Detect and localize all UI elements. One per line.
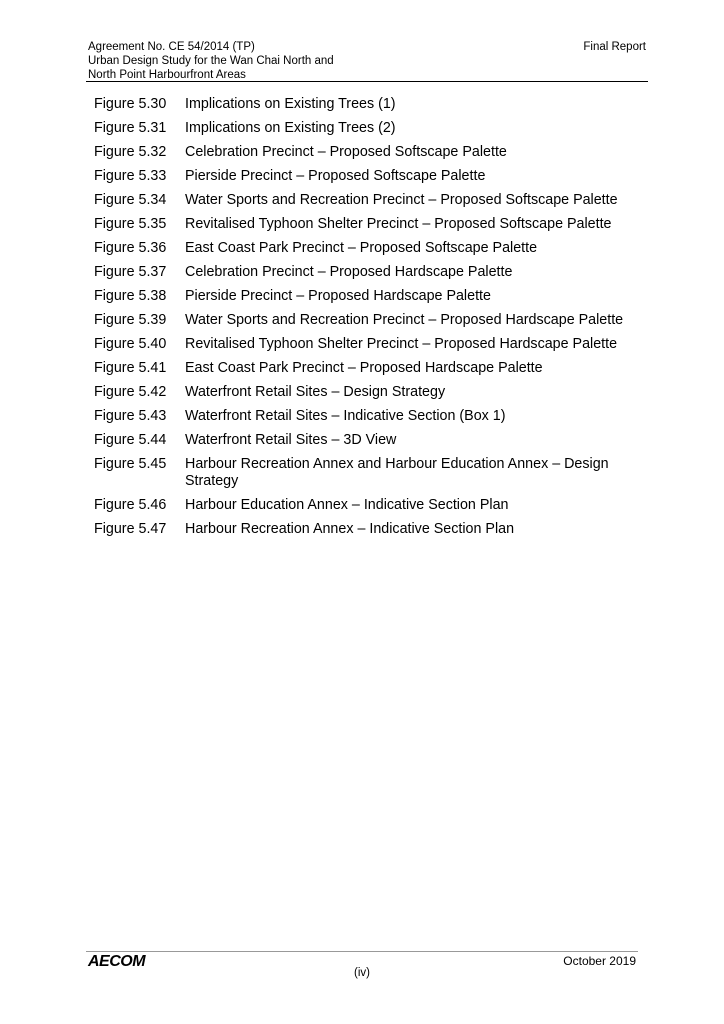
figure-number: Figure 5.40 (94, 336, 167, 352)
figure-entry (94, 216, 639, 233)
figure-title: Water Sports and Recreation Precinct – Proposed Softscape Palette (185, 192, 618, 208)
header-divider (86, 81, 648, 82)
footer-date: October 2019 (563, 954, 636, 968)
figure-entry (94, 192, 639, 209)
figure-title: Implications on Existing Trees (2) (185, 120, 396, 136)
figure-number: Figure 5.33 (94, 168, 167, 184)
header-agreement-line: Agreement No. CE 54/2014 (TP) (88, 41, 255, 53)
figure-entry (94, 384, 639, 401)
figure-entry (94, 264, 639, 281)
header-report-type: Final Report (583, 41, 646, 53)
figure-title: Revitalised Typhoon Shelter Precinct – Proposed Hardscape Palette (185, 336, 618, 352)
figure-number: Figure 5.34 (94, 192, 167, 208)
figure-number: Figure 5.44 (94, 432, 167, 448)
figure-title: Harbour Education Annex – Indicative Section Plan (185, 497, 509, 513)
figure-number: Figure 5.46 (94, 497, 167, 513)
figure-number: Figure 5.45 (94, 456, 167, 472)
figure-number: Figure 5.41 (94, 360, 167, 376)
figure-entry (94, 360, 639, 377)
figure-entry (94, 336, 639, 353)
figure-number: Figure 5.35 (94, 216, 167, 232)
figure-entry (94, 120, 639, 137)
figure-title: Implications on Existing Trees (1) (185, 96, 396, 112)
figure-title: Celebration Precinct – Proposed Hardscape Palette (185, 264, 513, 280)
figure-number: Figure 5.37 (94, 264, 167, 280)
aecom-logo: AECOM (88, 953, 146, 970)
figure-number: Figure 5.42 (94, 384, 167, 400)
figure-title: Celebration Precinct – Proposed Softscape Palette (185, 144, 507, 160)
figure-entry (94, 312, 639, 329)
figure-entry (94, 497, 639, 514)
figure-title: East Coast Park Precinct – Proposed Softscape Palette (185, 240, 538, 256)
figure-number: Figure 5.47 (94, 521, 167, 537)
figure-title: East Coast Park Precinct – Proposed Hardscape Palette (185, 360, 543, 376)
figure-title: Pierside Precinct – Proposed Softscape Palette (185, 168, 486, 184)
figure-entry (94, 432, 639, 449)
figure-entry (94, 168, 639, 185)
figure-number: Figure 5.39 (94, 312, 167, 328)
figure-title: Pierside Precinct – Proposed Hardscape Palette (185, 288, 491, 304)
page-number: (iv) (354, 967, 370, 979)
figure-entry (94, 521, 639, 538)
figure-title: Revitalised Typhoon Shelter Precinct – Proposed Softscape Palette (185, 216, 612, 232)
figure-number: Figure 5.38 (94, 288, 167, 304)
figure-title: Water Sports and Recreation Precinct – Proposed Hardscape Palette (185, 312, 624, 328)
figure-number: Figure 5.36 (94, 240, 167, 256)
figure-number: Figure 5.30 (94, 96, 167, 112)
header-project-info (88, 40, 334, 82)
figure-entry (94, 240, 639, 257)
figure-number: Figure 5.31 (94, 120, 167, 136)
figure-title: Waterfront Retail Sites – Design Strategy (185, 384, 446, 400)
figure-title: Waterfront Retail Sites – 3D View (185, 432, 397, 448)
figure-entry (94, 144, 639, 161)
figure-entry (94, 456, 639, 490)
footer-divider (86, 951, 638, 952)
header-study-line-1: Urban Design Study for the Wan Chai North and (88, 55, 334, 67)
figure-title: Waterfront Retail Sites – Indicative Section (Box 1) (185, 408, 506, 424)
figure-entry (94, 288, 639, 305)
page-header (88, 40, 648, 82)
figure-number: Figure 5.43 (94, 408, 167, 424)
figure-entry (94, 96, 639, 113)
figure-entry (94, 408, 639, 425)
figure-title: Harbour Recreation Annex – Indicative Section Plan (185, 521, 515, 537)
header-study-line-2: North Point Harbourfront Areas (88, 69, 246, 81)
figure-number: Figure 5.32 (94, 144, 167, 160)
figure-title: Harbour Recreation Annex and Harbour Education Annex – Design Strategy (185, 456, 609, 489)
list-of-figures (94, 96, 639, 545)
